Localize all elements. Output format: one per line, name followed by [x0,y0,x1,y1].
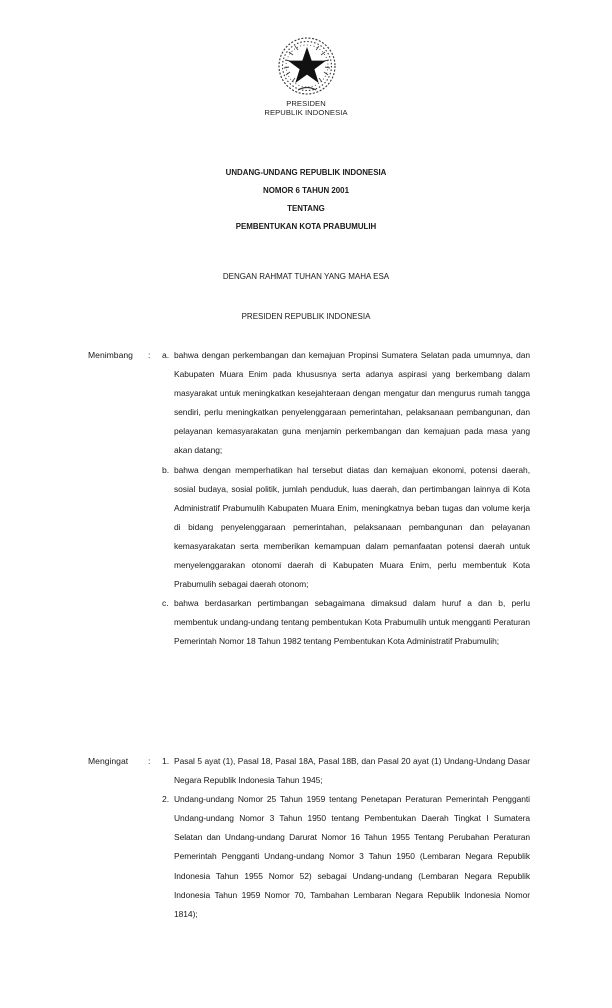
document-title-tentang: TENTANG [287,203,325,213]
menimbang-item-b [0,461,612,595]
item-marker: b. [162,464,170,475]
item-marker: c. [162,598,169,609]
garuda-star-wreath-emblem-icon [276,35,338,97]
item-text: Undang-undang Nomor 25 Tahun 1959 tentang Penetapan Peraturan Pemerintah Pengganti Undang-undang Nomor 3 Tahun 1950 tentang Pembentukan Daerah Tingkat I Sumatera Selatan dan Undang-undang Darurat Nomor 16 Tahun 1955 Tentang Perubahan Peraturan Pemerintah Pengganti Undang-undang Nomor 3 Tahun 1950 (Lembaran Negara Republik Indonesia Tahun 1955 Nomor 52) sebagai Undang-undang (Lembaran Negara Republik Indonesia Tahun 1959 Nomor 70, Tambahan Lembaran Negara Republik Indonesia Nomor 1814); [174,794,530,919]
document-title-subject: PEMBENTUKAN KOTA PRABUMULIH [235,221,377,231]
mengingat-item-1 [0,752,612,790]
item-marker: 2. [162,794,170,805]
item-text: Pasal 5 ayat (1), Pasal 18, Pasal 18A, Pasal 18B, dan Pasal 20 ayat (1) Undang-Undang Dasar Negara Republik Indonesia Tahun 1945; [174,756,530,786]
issuer-text: PRESIDEN REPUBLIK INDONESIA [241,311,371,321]
menimbang-item-a [0,346,612,461]
mengingat-section [0,752,612,924]
menimbang-colon: : [148,350,151,360]
emblem-caption-republik: REPUBLIK INDONESIA [264,108,348,117]
item-text: bahwa dengan memperhatikan hal tersebut diatas dan kemajuan ekonomi, potensi daerah, sosial budaya, sosial politik, jumlah penduduk, luas daerah, dan pertimbangan lainnya di Kota Administratif Prabumulih Kabupaten Muara Enim, meningkatnya beban tugas dan volume kerja di bidang penyelenggaraan pemerintahan, pelaksanaan pembangunan dan pelayanan kemasyarakatan serta memberikan kemampuan dalam pemanfaatan potensi daerah untuk menyelenggarakan otonomi daerah di Kabupaten Muara Enim, perlu membentuk Kota Prabumulih sebagai daerah otonom; [174,464,530,590]
mengingat-colon: : [148,756,151,766]
item-marker: a. [162,350,170,360]
document-title-number: NOMOR 6 TAHUN 2001 [263,185,349,195]
item-text: bahwa dengan perkembangan dan kemajuan Propinsi Sumatera Selatan pada umumnya, dan Kabupaten Muara Enim pada khususnya serta adanya aspirasi yang berkembang dalam masyarakat untuk meningkatkan kesejahteraan dengan mengatur dan mengurus rumah tangga sendiri, perlu meningkatkan penyelenggaraan pemerintahan, pelaksanaan pembangunan, dan pelayanan kemasyarakatan guna menjamin perkembangan dan kemajuan pada masa yang akan datang; [174,350,530,456]
menimbang-item-c [0,594,612,651]
document-title-law: UNDANG-UNDANG REPUBLIK INDONESIA [225,167,387,177]
item-marker: 1. [162,756,170,766]
menimbang-section [0,346,612,652]
item-text: bahwa berdasarkan pertimbangan sebagaimana dimaksud dalam huruf a dan b, perlu membentuk undang-undang tentang pembentukan Kota Prabumulih untuk mengganti Peraturan Pemerintah Nomor 18 Tahun 1982 tentang Pembentukan Kota Administratif Prabumulih; [174,598,530,647]
mengingat-item-2 [0,790,612,924]
emblem-caption-presiden: PRESIDEN [286,99,326,108]
mengingat-label: Mengingat [88,756,129,766]
menimbang-label: Menimbang [88,350,133,360]
invocation-text: DENGAN RAHMAT TUHAN YANG MAHA ESA [222,271,390,281]
